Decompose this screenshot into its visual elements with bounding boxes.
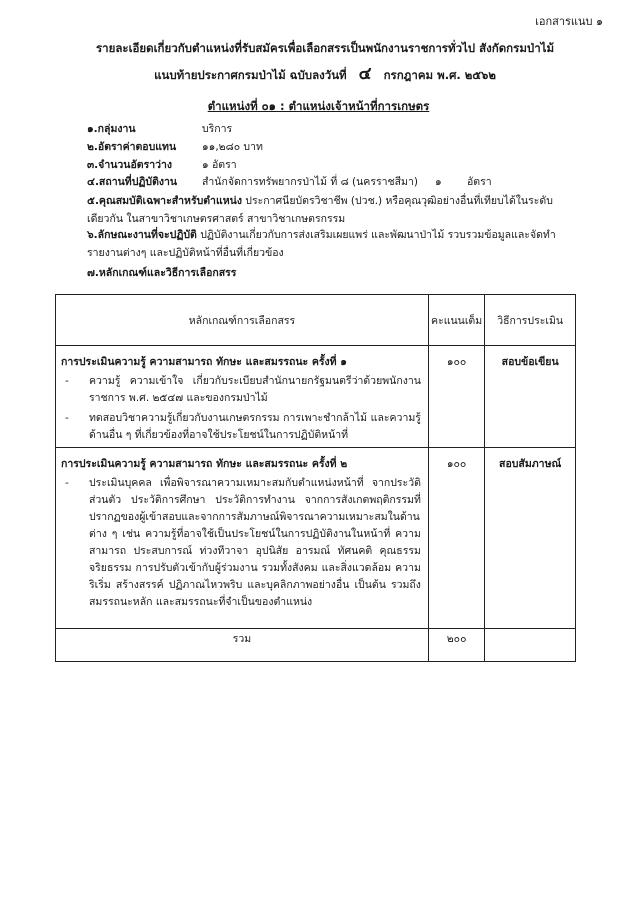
- count-value: ๑ อัตรา: [202, 159, 237, 171]
- qualification-value-1: ประกาศนียบัตรวิชาชีพ (ปวช.) หรือคุณวุฒิอย่างอื่นที่เทียบได้ในระดับ: [245, 195, 553, 207]
- bullet-text: ประเมินบุคคล เพื่อพิจารณาความเหมาะสมกับตำแหน่งหน้าที่ จากประวัติส่วนตัว ประวัติการศึกษา ประวัติการทำงาน จากการสังเกตพฤติกรรมที่ปรากฏของผู้เข้าสอบและจากการสัมภาษณ์พิจารณาความเหมาะสมในด้านต่าง ๆ เช่น ความรู้ที่อาจใช้เป็นประโยชน์ในการปฏิบัติงานในหน้าที่ ความสามารถ ประสบการณ์ ท่วงทีวาจา อุปนิสัย อารมณ์ ทัศนคติ คุณธรรม จริยธรรม การปรับตัวเข้ากับผู้ร่วมงาน รวมทั้งสังคม และสิ่งแวดล้อม ความริเริ่ม สร้างสรรค์ ปฏิภาณไหวพริบ และบุคลิกภาพอย่างอื่น เป็นต้น รวมถึงสมรรถนะหลัก และสมรรถนะที่จำเป็นของตำแหน่ง: [89, 477, 421, 608]
- section-1-method: สอบข้อเขียน: [485, 346, 576, 448]
- qualification-value-2: เดียวกัน ในสาขาวิชาเกษตรศาสตร์ สาขาวิชาเกษตรกรรม: [87, 213, 346, 225]
- section-1-criteria: [56, 346, 429, 448]
- group-label: ๑.กลุ่มงาน: [87, 123, 136, 135]
- info-count: [87, 156, 592, 174]
- section-2-score: ๑๐๐: [428, 448, 484, 629]
- section-1-bullet-1: [57, 372, 427, 409]
- bullet-text: ทดสอบวิชาความรู้เกี่ยวกับงานเกษตรกรรม การเพาะชำกล้าไม้ และความรู้ด้านอื่น ๆ ที่เกี่ยวข้องที่อาจใช้ประโยชน์ในการปฏิบัติหน้าที่: [89, 412, 421, 441]
- location-count: ๑: [435, 176, 442, 188]
- table-row: [56, 448, 576, 629]
- total-row: [56, 629, 576, 662]
- document-subtitle: [40, 60, 610, 87]
- info-criteria: [87, 264, 592, 282]
- subtitle-prefix: แนบท้ายประกาศกรมป่าไม้ ฉบับลงวันที่: [154, 68, 347, 82]
- info-group: [87, 120, 592, 138]
- subtitle-suffix: กรกฎาคม พ.ศ. ๒๕๖๒: [383, 68, 496, 82]
- header-criteria: หลักเกณฑ์การเลือกสรร: [56, 295, 429, 346]
- table-header-row: [56, 295, 576, 346]
- section-2-bullet-1: [57, 474, 427, 613]
- info-salary: [87, 138, 592, 156]
- table-row: [56, 346, 576, 448]
- duty-label: ๖.ลักษณะงานที่จะปฏิบัติ: [87, 229, 197, 241]
- group-value: บริการ: [202, 123, 233, 135]
- criteria-label: ๗.หลักเกณฑ์และวิธีการเลือกสรร: [87, 267, 237, 279]
- header-method: วิธีการประเมิน: [485, 295, 576, 346]
- document-title: รายละเอียดเกี่ยวกับตำแหน่งที่รับสมัครเพื่อเลือกสรรเป็นพนักงานราชการทั่วไป สังกัดกรมป่าไม้: [95, 41, 555, 55]
- info-qualification: [87, 192, 592, 228]
- bullet-dash: -: [65, 375, 69, 387]
- section-1-score: ๑๐๐: [428, 346, 484, 448]
- header-score: คะแนนเต็ม: [428, 295, 484, 346]
- section-1-bullet-2: [57, 409, 427, 446]
- location-label: ๔.สถานที่ปฏิบัติงาน: [87, 176, 178, 188]
- info-location: [87, 173, 592, 191]
- duty-value-1: ปฏิบัติงานเกี่ยวกับการส่งเสริมเผยแพร่ และพัฒนาป่าไม้ รวบรวมข้อมูลและจัดทำ: [200, 229, 556, 241]
- salary-label: ๒.อัตราค่าตอบแทน: [87, 141, 177, 153]
- section-2-heading: การประเมินความรู้ ความสามารถ ทักษะ และสมรรถนะ ครั้งที่ ๒: [61, 458, 348, 470]
- qualification-label: ๕.คุณสมบัติเฉพาะสำหรับตำแหน่ง: [87, 195, 242, 207]
- location-value: สำนักจัดการทรัพยากรป่าไม้ ที่ ๘ (นครราชสีมา): [202, 176, 418, 188]
- annex-label: เอกสารแนบ ๑: [535, 15, 603, 28]
- count-label: ๓.จำนวนอัตราว่าง: [87, 159, 173, 171]
- position-title: ตำแหน่งที่ ๐๑ : ตำแหน่งเจ้าหน้าที่การเกษตร: [207, 99, 430, 113]
- salary-value: ๑๑,๒๘๐ บาท: [202, 141, 263, 153]
- section-1-heading: การประเมินความรู้ ความสามารถ ทักษะ และสมรรถนะ ครั้งที่ ๑: [61, 356, 347, 368]
- location-unit: อัตรา: [467, 176, 492, 188]
- duty-value-2: รายงานต่างๆ และปฏิบัติหน้าที่อื่นที่เกี่ยวข้อง: [87, 247, 284, 259]
- section-2-method: สอบสัมภาษณ์: [485, 448, 576, 629]
- section-2-criteria: [56, 448, 429, 629]
- total-label: รวม: [56, 629, 429, 662]
- total-method-empty: [485, 629, 576, 662]
- bullet-dash: -: [65, 477, 69, 489]
- subtitle-day: ๔: [358, 64, 372, 84]
- info-duty: [87, 226, 592, 262]
- total-score: ๒๐๐: [428, 629, 484, 662]
- criteria-table: [55, 294, 576, 662]
- bullet-dash: -: [65, 412, 69, 424]
- bullet-text: ความรู้ ความเข้าใจ เกี่ยวกับระเบียบสำนักนายกรัฐมนตรีว่าด้วยพนักงานราชการ พ.ศ. ๒๕๔๗ และของกรมป่าไม้: [89, 375, 421, 404]
